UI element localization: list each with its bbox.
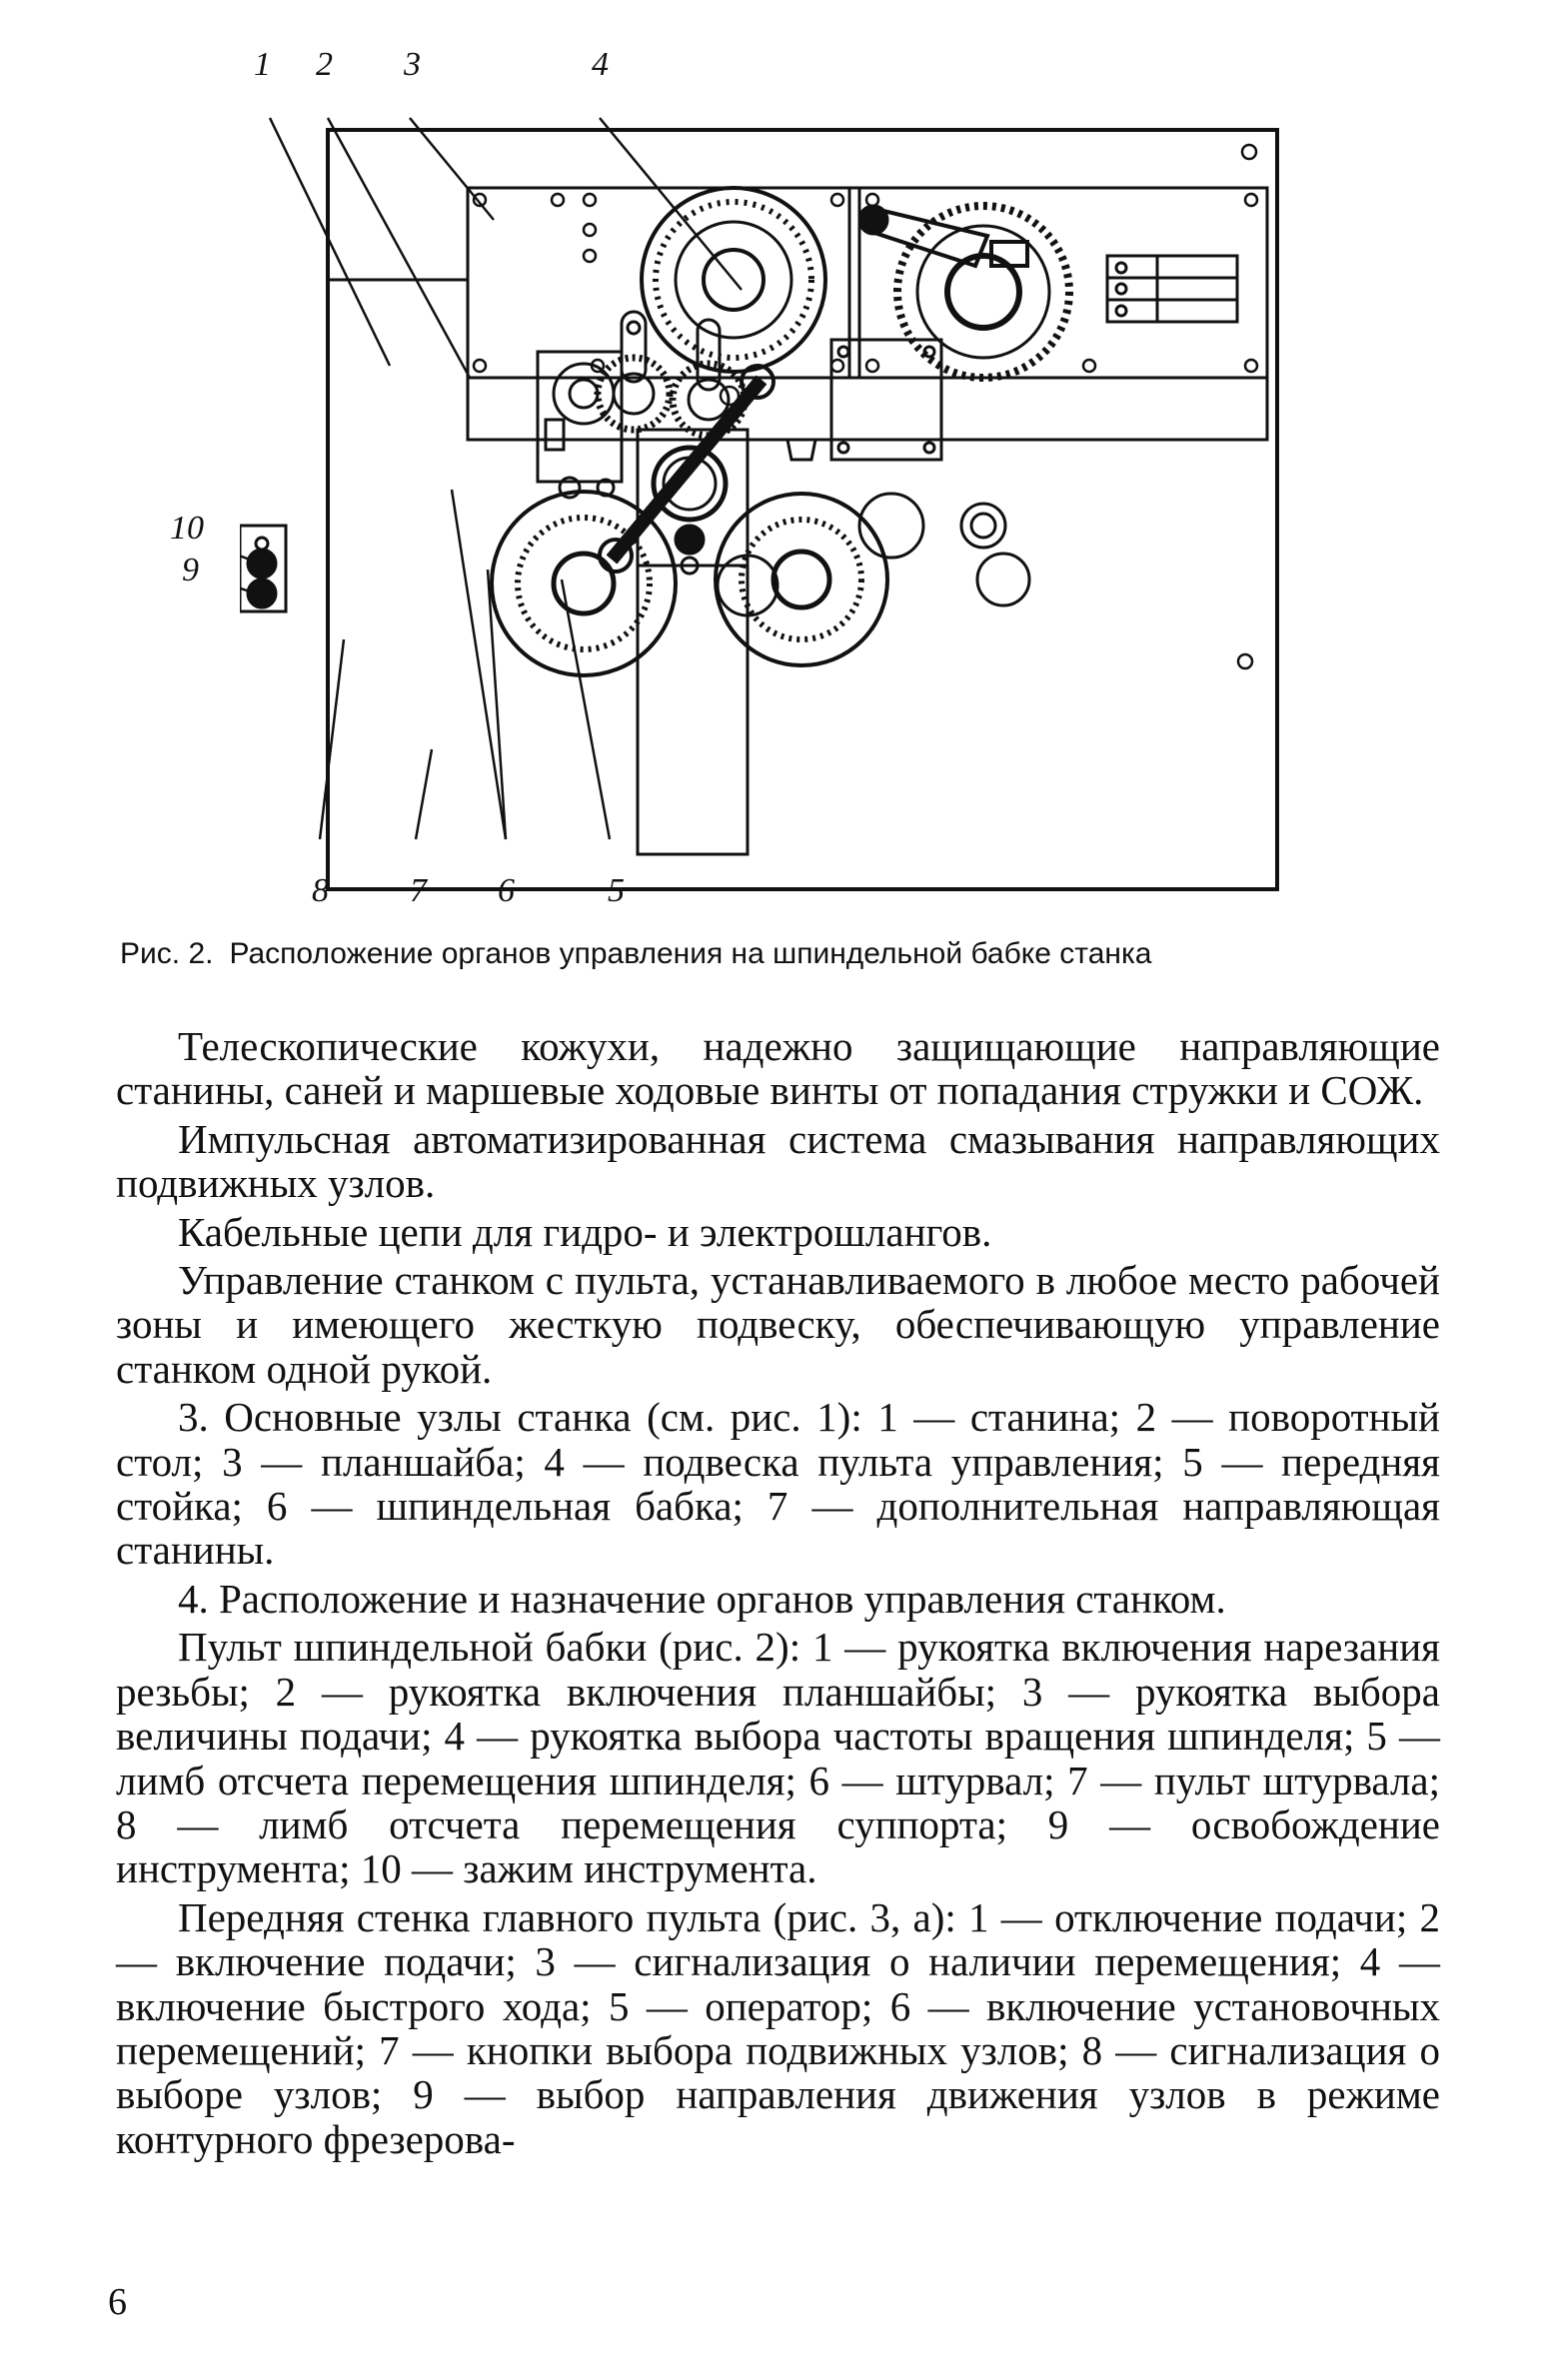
spindle-travel-dial: [716, 440, 887, 665]
paragraph: 4. Расположение и назначение органов управления станком.: [178, 1575, 1226, 1622]
callout-5: 5: [608, 872, 625, 909]
control-panel-drawing: [240, 60, 1289, 919]
caption-number: Рис. 2.: [120, 937, 214, 970]
callout-3: 3: [404, 46, 421, 83]
paragraph: 3. Основные узлы станка (см. рис. 1): 1 — станина; 2 — поворотный стол; 3 — планшайба; 4 — подвеска пульта управления; 5 — передняя стойка; 6 — шпиндельная бабка; 7 — дополнительная направляющая станины.: [116, 1394, 1440, 1574]
callout-7: 7: [410, 872, 427, 909]
paragraph: Управление станком с пульта, устанавливаемого в любое место рабочей зоны и имеющего жесткую подвеску, обеспечивающую управление станком одной рукой.: [116, 1257, 1440, 1392]
callout-8: 8: [312, 872, 329, 909]
callout-6: 6: [498, 872, 515, 909]
body-text: [116, 1024, 1440, 2165]
tool-clamp-buttons: [240, 526, 286, 611]
figure-caption: [120, 937, 1219, 971]
indicator-block: [1107, 256, 1237, 322]
callout-9: 9: [182, 552, 199, 589]
callout-1: 1: [254, 46, 271, 83]
callout-2: 2: [316, 46, 333, 83]
caption-text: Расположение органов управления на шпиндельной бабке станка: [229, 937, 1152, 970]
paragraph: Кабельные цепи для гидро- и электрошлангов.: [178, 1208, 992, 1255]
paragraph: Пульт шпиндельной бабки (рис. 2): 1 — рукоятка включения нарезания резьбы; 2 — рукоятка включения планшайбы; 3 — рукоятка выбора величины подачи; 4 — рукоятка выбора частоты вращения шпинделя; 5 — лимб отсчета перемещения шпинделя; 6 — штурвал; 7 — пульт штурвала; 8 — лимб отсчета перемещения суппорта; 9 — освобождение инструмента; 10 — зажим инструмента.: [116, 1624, 1440, 1892]
figure-control-panel: [170, 46, 1289, 919]
small-control-box: [538, 352, 622, 498]
paragraph: Передняя стенка главного пульта (рис. 3, а): 1 — отключение подачи; 2 — включение подачи; 3 — сигнализация о наличии перемещения; 4 — включение быстрого хода; 5 — оператор; 6 — включение установочных перемещений; 7 — кнопки выбора подвижных узлов; 8 — сигнализация о выборе узлов; 9 — выбор направления движения узлов в режиме контурного фрезерова-: [116, 1893, 1440, 2162]
callout-leaders: [240, 118, 742, 839]
spindle-speed-dial: [859, 206, 1069, 378]
paragraph: Телескопические кожухи, надежно защищающие направляющие станины, саней и маршевые ходовые винты от попадания стружки и СОЖ.: [116, 1023, 1440, 1114]
callout-10: 10: [170, 510, 204, 547]
callout-4: 4: [592, 46, 609, 83]
round-openings: [718, 494, 1029, 615]
page-number: 6: [108, 2281, 127, 2323]
paragraph: Импульсная автоматизированная система смазывания направляющих подвижных узлов.: [116, 1115, 1440, 1207]
